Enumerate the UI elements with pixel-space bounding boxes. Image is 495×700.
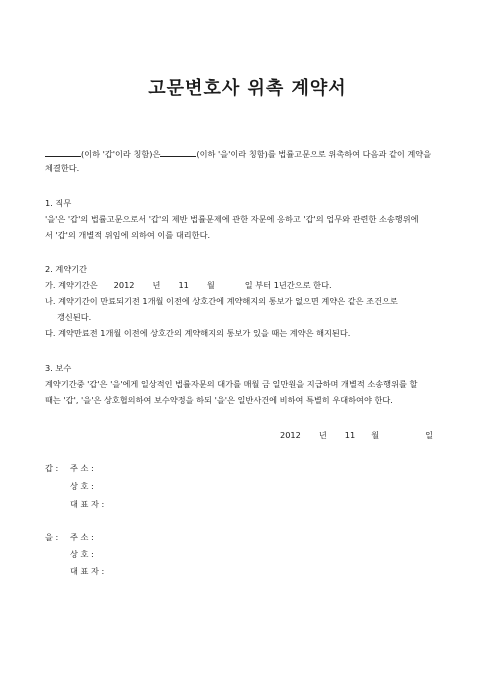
party-gap-blank (45, 147, 81, 157)
section2-item-na-line-2: 갱신된다. (57, 312, 92, 322)
section2-item-ga (45, 280, 332, 291)
document-title: 고문변호사 위촉 계약서 (148, 78, 347, 99)
party-gap-rep-label: 대 표 자 : (70, 499, 105, 509)
date-month-unit: 월 (371, 430, 380, 440)
section3-line-2: 때는 '갑', '을'은 상호협의하여 보수약정을 하되 '을'은 일반사건에 비하여 특별히 우대하여야 한다. (45, 395, 393, 405)
party-eul-rep-label: 대 표 자 : (70, 566, 105, 576)
section2-item-da: 다. 계약만료전 1개월 이전에 상호간의 계약해지의 통보가 있을 때는 계약은 해지된다. (45, 328, 351, 338)
party-gap-label: 갑 : (45, 463, 59, 473)
term-suffix: 일 부터 1년간으로 한다. (244, 280, 332, 290)
intro-line-2: 체결한다. (45, 163, 80, 173)
section3-heading: 3. 보수 (45, 363, 72, 373)
party-eul-company-label: 상 호 : (70, 549, 94, 559)
date-month: 11 (344, 430, 356, 440)
party-eul-label: 을 : (45, 532, 59, 542)
party-gap-company-label: 상 호 : (70, 481, 94, 491)
party-gap-address-label: 주 소 : (70, 463, 94, 473)
date-day-unit: 일 (425, 430, 434, 440)
date-year: 2012 (280, 430, 301, 440)
party-eul-blank (160, 147, 196, 157)
term-year: 2012 (113, 280, 135, 290)
section2-heading: 2. 계약기간 (45, 264, 88, 274)
intro-part-1: (이하 '갑'이라 칭함)은 (81, 149, 161, 159)
term-prefix: 가. 계약기간은 (45, 280, 98, 290)
term-year-unit: 년 (152, 280, 161, 290)
term-month: 11 (178, 280, 189, 290)
term-month-unit: 월 (206, 280, 215, 290)
section2-item-na-line-1: 나. 계약기간이 만료되기전 1개월 이전에 상호간에 계약해지의 통보가 없으면 계약은 같은 조건으로 (45, 296, 398, 306)
intro-part-2: (이하 '을'이라 칭함)를 법률고문으로 위촉하여 다음과 같이 계약을 (196, 149, 432, 159)
section3-line-1: 계약기간중 '갑'은 '을'에게 일상적인 법률자문의 대가를 매월 금 일만원을 지급하며 개별적 소송행위를 할 (45, 379, 418, 389)
section1-line-1: '을'은 '갑'의 법률고문으로서 '갑'의 제반 법률문제에 관한 자문에 응하고 '갑'의 업무와 관련한 소송행위에 (45, 214, 419, 224)
date-year-unit: 년 (318, 430, 327, 440)
section1-line-2: 서 '갑'의 개별적 위임에 의하여 이를 대리한다. (45, 230, 211, 240)
party-eul-address-label: 주 소 : (70, 532, 94, 542)
section1-heading: 1. 직무 (45, 198, 72, 208)
intro-line-1 (45, 147, 431, 160)
contract-date (280, 430, 433, 441)
